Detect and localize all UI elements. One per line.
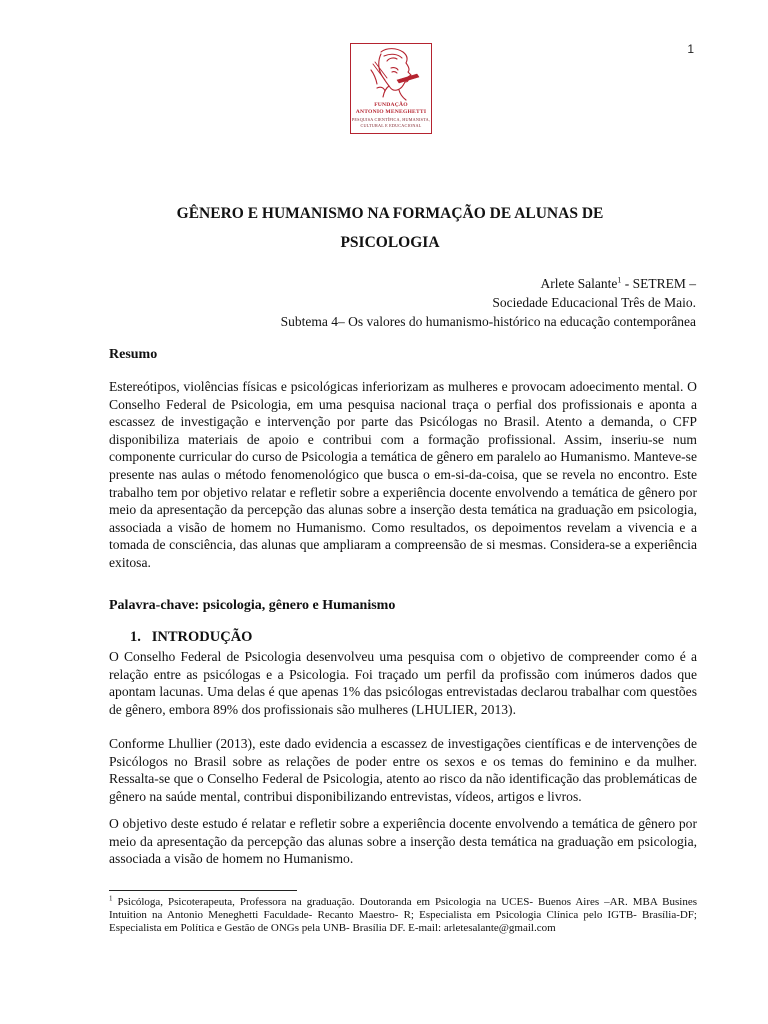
author-line [541, 276, 696, 292]
keywords: Palavra-chave: psicologia, gênero e Humanismo [109, 598, 396, 613]
logo-line-3: PESQUISA CIENTÍFICA, HUMANISTA, [351, 117, 431, 122]
author-institution: Sociedade Educacional Três de Maio. [492, 295, 696, 310]
logo-line-4: CULTURAL E EDUCACIONAL [360, 123, 422, 128]
author-footnote-ref: 1 [617, 275, 622, 285]
author-name: Arlete Salante [540, 276, 618, 291]
footnote-separator [109, 890, 297, 891]
paper-title-line-1: GÊNERO E HUMANISMO NA FORMAÇÃO DE ALUNAS DE [176, 205, 604, 222]
footnote-text: Psicóloga, Psicoterapeuta, Professora na graduação. Doutoranda em Psicologia na UCES- Buenos Aires –AR. MBA Busines Intuition na Antonio Meneghetti Faculdade- Recanto Maestro- R; Especialista em Psicologia Clínica pelo IGTB- Brasília-DF; Especialista em Política e Gestão de ONGs pela UNB- Brasília DF. E-mail: arletesalante@gmail.com [109, 896, 697, 935]
intro-paragraph-3: O objetivo deste estudo é relatar e refletir sobre a experiência docente envolvendo a temática de gênero por meio da apresentação da percepção das alunas sobre a inserção desta temática na graduação em psicologia, associada a visão de homem no Humanismo. [109, 816, 697, 867]
author-subtheme: Subtema 4– Os valores do humanismo-histórico na educação contemporânea [280, 314, 696, 329]
footnote [109, 896, 697, 936]
logo-line-1: FUNDAÇÃO [374, 102, 408, 108]
abstract-heading: Resumo [109, 347, 158, 362]
profile-sketch-icon [351, 44, 430, 102]
page-number: 1 [687, 42, 694, 56]
intro-paragraph-2: Conforme Lhullier (2013), este dado evidencia a escassez de investigações científicas e de intervenções de Psicólogos no Brasil sobre as relações de poder entre os sexos e os temas do feminino e da mulher. Ressalta-se que o Conselho Federal de Psicologia, atento ao risco da não identificação das problemáticas de gênero na saúde mental, contribui disponibilizando entrevistas, vídeos, artigos e livros. [109, 736, 697, 804]
intro-paragraph-1: O Conselho Federal de Psicologia desenvolveu uma pesquisa com o objetivo de compreender como é a relação entre as psicólogas e a Psicologia. Foi traçado um perfil da profissão com inúmeros dados que apontam lacunas. Uma delas é que apenas 1% das psicólogas entrevistadas declarou trabalhar com questões de gênero, embora 89% dos profissionais são mulheres (LHULIER, 2013). [109, 649, 697, 717]
introduction-heading: 1. INTRODUÇÃO [130, 629, 253, 645]
foundation-logo [350, 43, 432, 134]
footnote-marker: 1 [109, 894, 113, 903]
author-affiliation: - SETREM – [621, 276, 696, 291]
paper-title-line-2: PSICOLOGIA [340, 234, 440, 251]
logo-line-2: ANTONIO MENEGHETTI [355, 109, 427, 115]
abstract-text: Estereótipos, violências físicas e psicológicas inferiorizam as mulheres e provocam adoecimento mental. O Conselho Federal de Psicologia, em uma pesquisa nacional traça o perfial dos profissionais e aponta a escassez de investigação e intervenção por parte das Psicólogas no Brasil. Atento a demanda, o CFP disponibiliza materiais de apoio e contribui com a formação profissional. Assim, inseriu-se num componente curricular do curso de Psicologia a temática de gênero em paralelo ao Humanismo. Manteve-se presente nas aulas o método fenomenológico que busca o em-si-da-coisa, que se revela no encontro. Este trabalho tem por objetivo relatar e refletir sobre a experiência docente envolvendo a temática de gênero por meio da apresentação da percepção das alunas sobre a inserção desta temática na graduação em psicologia, associada a visão de homem no Humanismo. Como resultados, os depoimentos revelam a vivencia e a tomada de consciência, das alunas que ampliaram a compreensão de si mesmas. Considera-se a experiência exitosa. [109, 379, 697, 570]
